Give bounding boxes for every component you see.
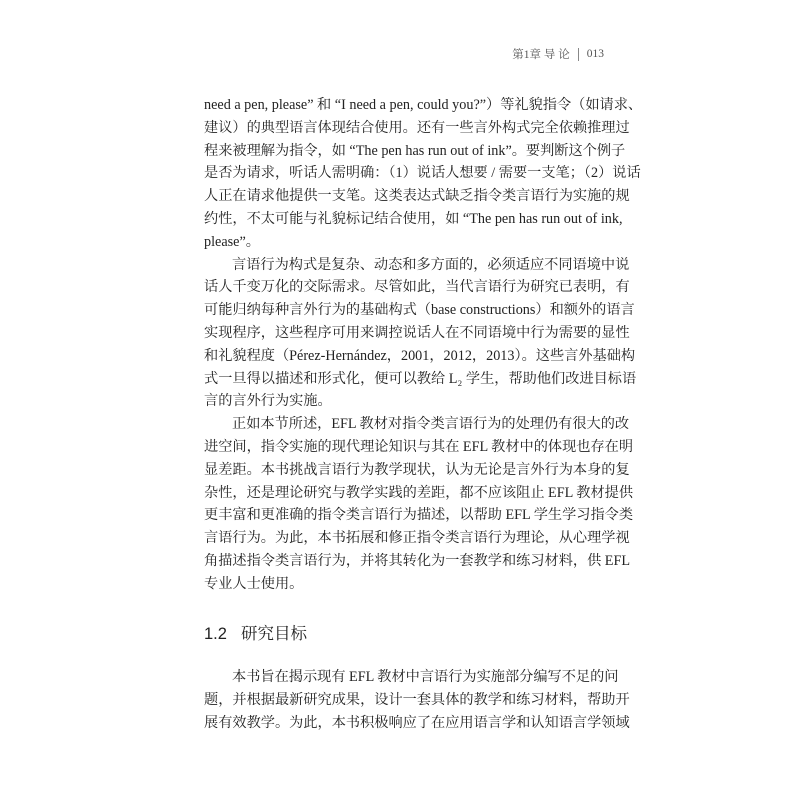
text-line: 展有效教学。为此，本书积极响应了在应用语言学和认知语言学领域 [204,714,630,731]
page-number: 013 [586,48,604,60]
text-line: 显差距。本书挑战言语行为教学现状，认为无论是言外行为本身的复 [204,461,630,478]
section-title: 研究目标 [240,625,307,643]
text-line: 言的言外行为实施。 [204,393,332,410]
text-line: 题，并根据最新研究成果，设计一套具体的教学和练习材料，帮助开 [204,691,630,708]
text-line: 人正在请求他提供一支笔。这类表达式缺乏指令类言语行为实施的规 [204,188,630,205]
header-divider [578,48,579,61]
text-line: 约性，不太可能与礼貌标记结合使用，如 “The pen has run out of ink, [204,210,623,227]
running-header [512,46,604,62]
text-line: 程来被理解为指令，如 “The pen has run out of ink”。要判断这个例子 [204,142,626,159]
text-line: 可能归纳每种言外行为的基础构式（base constructions）和额外的语言 [204,302,635,319]
text-line: 话人千变万化的交际需求。尽管如此，当代言语行为研究已表明，有 [204,279,630,296]
text-line: 式一旦得以描述和形式化，便可以教给 L₂ 学生，帮助他们改进目标语 [204,370,637,387]
section-number: 1.2 [204,625,227,643]
text-line: 言语行为。为此，本书拓展和修正指令类言语行为理论，从心理学视 [204,530,630,547]
text-line: 更丰富和更准确的指令类言语行为描述，以帮助 EFL 学生学习指令类 [204,507,634,524]
text-line: 建议）的典型语言体现结合使用。还有一些言外构式完全依赖推理过 [204,119,630,136]
text-line: 专业人士使用。 [204,575,304,592]
chapter-title: 第1章 导 论 [512,49,570,61]
text-line: 和礼貌程度（Pérez-Hernández，2001，2012，2013）。这些言外基础构 [204,347,636,364]
text-line: 本书旨在揭示现有 EFL 教材中言语行为实施部分编写不足的问 [232,669,619,685]
text-line: 杂性，还是理论研究与教学实践的差距，都不应该阻止 EFL 教材提供 [204,484,634,501]
section-heading [204,620,307,644]
text-line: 正如本节所述，EFL 教材对指令类言语行为的处理仍有很大的改 [232,416,630,433]
text-line: please”。 [204,233,260,250]
body-text-block [204,94,643,596]
body-text-block [204,666,630,734]
text-line: 言语行为构式是复杂、动态和多方面的，必须适应不同语境中说 [232,256,630,273]
text-line: 实现程序，这些程序可用来调控说话人在不同语境中行为需要的显性 [204,324,630,341]
text-line: 是否为请求，听话人需明确：（1）说话人想要 / 需要一支笔；（2）说话 [204,165,641,182]
text-line: 角描述指令类言语行为，并将其转化为一套教学和练习材料，供 EFL [204,552,631,569]
text-line: need a pen, please” 和 “I need a pen, could you?”）等礼貌指令（如请求、 [204,97,643,113]
text-line: 进空间，指令实施的现代理论知识与其在 EFL 教材中的体现也存在明 [204,438,634,455]
